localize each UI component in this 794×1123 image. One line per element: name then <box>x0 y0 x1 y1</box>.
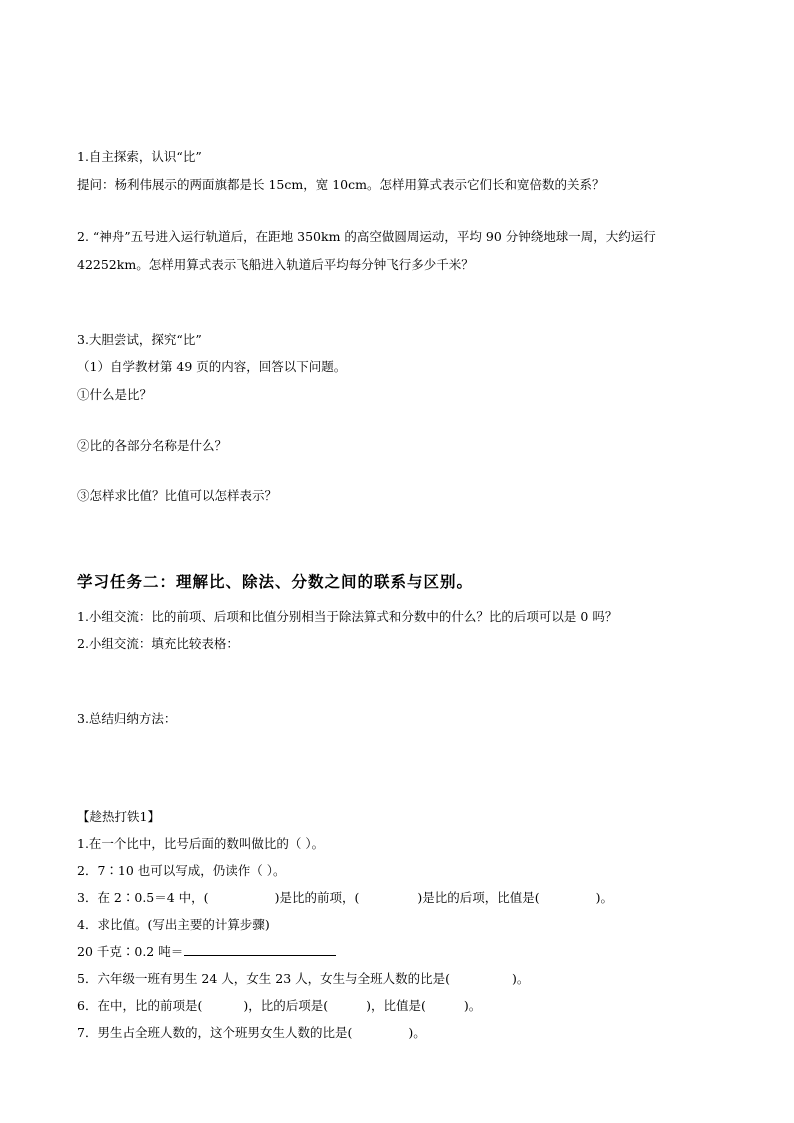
practice-item3-part-d: )。 <box>595 890 613 905</box>
task2-item1: 1.小组交流：比的前项、后项和比值分别相当于除法算式和分数中的什么？比的后项可以是 0 吗？ <box>77 609 618 624</box>
practice-item4-expr: 20 千克∶0.2 吨＝ <box>77 944 184 959</box>
practice-item6-part-a: 6．在中，比的前项是( <box>77 998 203 1013</box>
item2-line2: 42252km。怎样用算式表示飞船进入轨道后平均每分钟飞行多少千米？ <box>77 257 474 272</box>
practice-item7 <box>77 1024 426 1041</box>
answer-line[interactable] <box>184 943 336 956</box>
item1-title: 1.自主探索，认识“比” <box>77 149 202 164</box>
practice-item2: 2．7∶10 也可以写成，仍读作（ ）。 <box>77 863 286 878</box>
question-what-is-ratio: ①什么是比？ <box>77 387 153 402</box>
practice-item6-part-b: )，比的后项是( <box>243 998 329 1013</box>
item2-line1: 2. “神舟”五号进入运行轨道后，在距地 350km 的高空做圆周运动，平均 90 分钟绕地球一周，大约运行 <box>77 229 656 244</box>
practice-item7-part-b: )。 <box>408 1025 426 1040</box>
practice-item7-part-a: 7．男生占全班人数的，这个班男女生人数的比是( <box>77 1025 353 1040</box>
item1-question: 提问：杨利伟展示的两面旗都是长 15cm，宽 10cm。怎样用算式表示它们长和宽倍数的关系？ <box>77 177 605 192</box>
practice-title: 【趁热打铁1】 <box>77 809 160 824</box>
item3-subtitle: （1）自学教材第 49 页的内容，回答以下问题。 <box>77 359 347 374</box>
practice-item3-part-b: )是比的前项，( <box>274 890 360 905</box>
practice-item3-part-c: )是比的后项，比值是( <box>417 890 540 905</box>
practice-item5 <box>77 970 529 987</box>
question-ratio-parts: ②比的各部分名称是什么？ <box>77 438 228 453</box>
item3-title: 3.大胆尝试，探究“比” <box>77 332 202 347</box>
practice-item6-part-c: )，比值是( <box>366 998 426 1013</box>
practice-item6 <box>77 997 481 1014</box>
task2-item2: 2.小组交流：填充比较表格： <box>77 636 239 651</box>
practice-item5-part-b: )。 <box>512 971 530 986</box>
practice-item4: 4．求比值。(写出主要的计算步骤) <box>77 917 270 932</box>
practice-item1: 1.在一个比中，比号后面的数叫做比的（ ）。 <box>77 836 325 851</box>
task2-heading: 学习任务二：理解比、除法、分数之间的联系与区别。 <box>77 572 474 591</box>
practice-item6-part-d: )。 <box>463 998 482 1013</box>
practice-item3-part-a: 3．在 2∶0.5＝4 中，( <box>77 890 209 905</box>
practice-item5-part-a: 5．六年级一班有男生 24 人，女生 23 人，女生与全班人数的比是( <box>77 971 451 986</box>
question-ratio-value: ③怎样求比值？比值可以怎样表示？ <box>77 488 278 503</box>
practice-item4-expression <box>77 943 336 960</box>
task2-item3: 3.总结归纳方法： <box>77 711 177 726</box>
practice-item3 <box>77 889 613 906</box>
